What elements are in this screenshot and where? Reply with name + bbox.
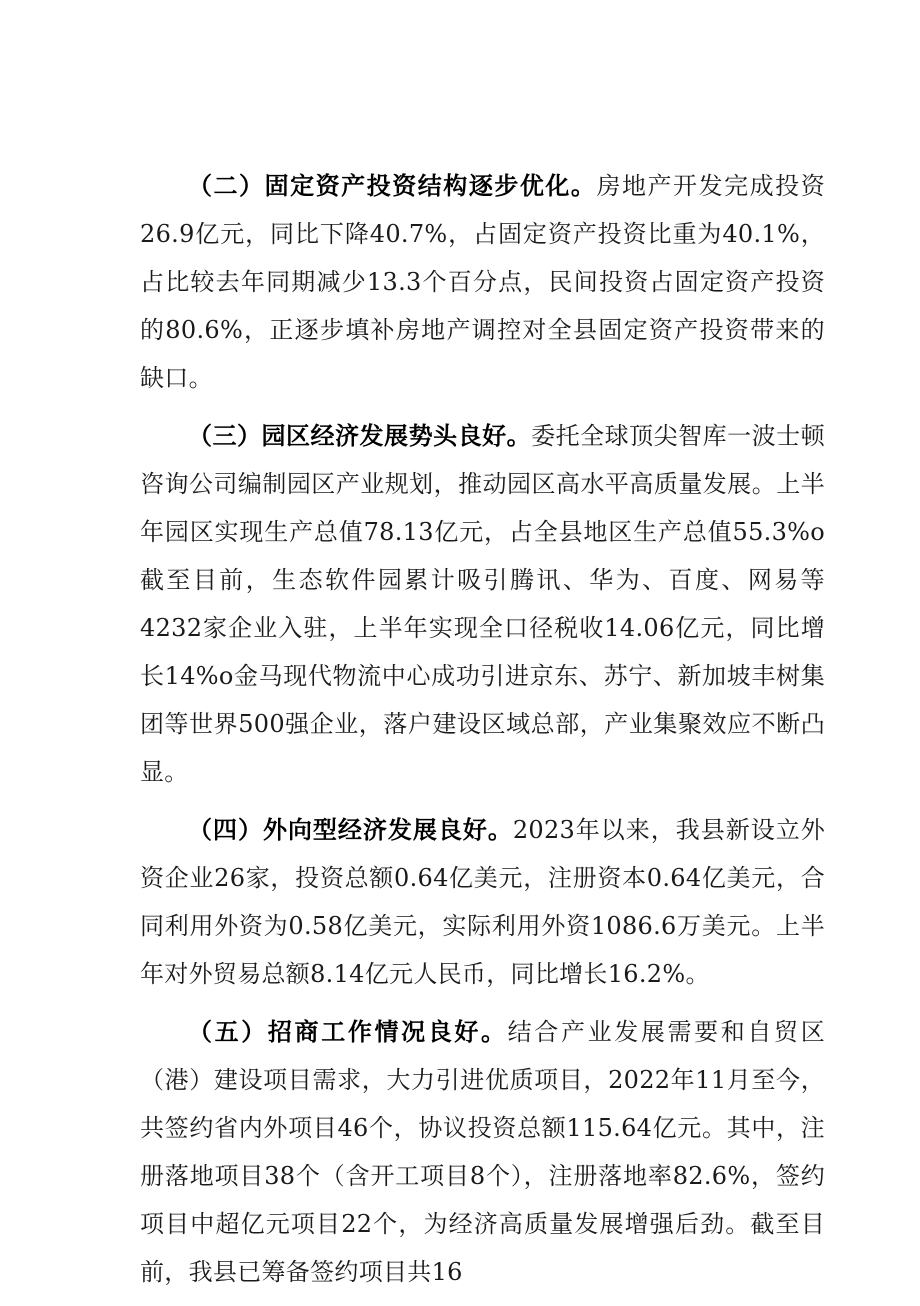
paragraph-heading: （四）外向型经济发展良好。 [188,816,513,844]
paragraph-text: 房地产开发完成投资26.9亿元，同比下降40.7%，占固定资产投资比重为40.1%，占比较去年同期减少13.3个百分点，民间投资占固定资产投资的80.6%，正逐步填补房地产调控对全县固定资产投资带来的缺口。 [140,172,825,392]
paragraph-text: 结合产业发展需要和自贸区（港）建设项目需求，大力引进优质项目，2022年11月至今，共签约省内外项目46个，协议投资总额115.64亿元。其中，注册落地项目38个（含开工项目8个），注册落地率82.6%，签约项目中超亿元项目22个，为经济高质量发展增强后劲。截至目前，我县已筹备签约项目共16 [140,1018,825,1286]
paragraph-foreign-economy [140,806,825,998]
paragraph-heading: （五）招商工作情况良好。 [188,1018,508,1046]
paragraph-investment-attraction [140,1008,825,1296]
paragraph-heading: （二）固定资产投资结构逐步优化。 [188,172,597,200]
paragraph-text: 2023年以来，我县新设立外资企业26家，投资总额0.64亿美元，注册资本0.64亿美元，合同利用外资为0.58亿美元，实际利用外资1086.6万美元。上半年对外贸易总额8.14亿元人民币，同比增长16.2%。 [140,816,825,988]
paragraph-fixed-asset-investment [140,162,825,402]
paragraph-heading: （三）园区经济发展势头良好。 [188,422,532,450]
document-body [140,162,825,1306]
paragraph-park-economy [140,412,825,796]
paragraph-text: 委托全球顶尖智库一波士顿咨询公司编制园区产业规划，推动园区高水平高质量发展。上半年园区实现生产总值78.13亿元，占全县地区生产总值55.3%o截至目前，生态软件园累计吸引腾讯、华为、百度、网易等4232家企业入驻，上半年实现全口径税收14.06亿元，同比增长14%o金马现代物流中心成功引进京东、苏宁、新加坡丰树集团等世界500强企业，落户建设区域总部，产业集聚效应不断凸显。 [140,422,825,786]
